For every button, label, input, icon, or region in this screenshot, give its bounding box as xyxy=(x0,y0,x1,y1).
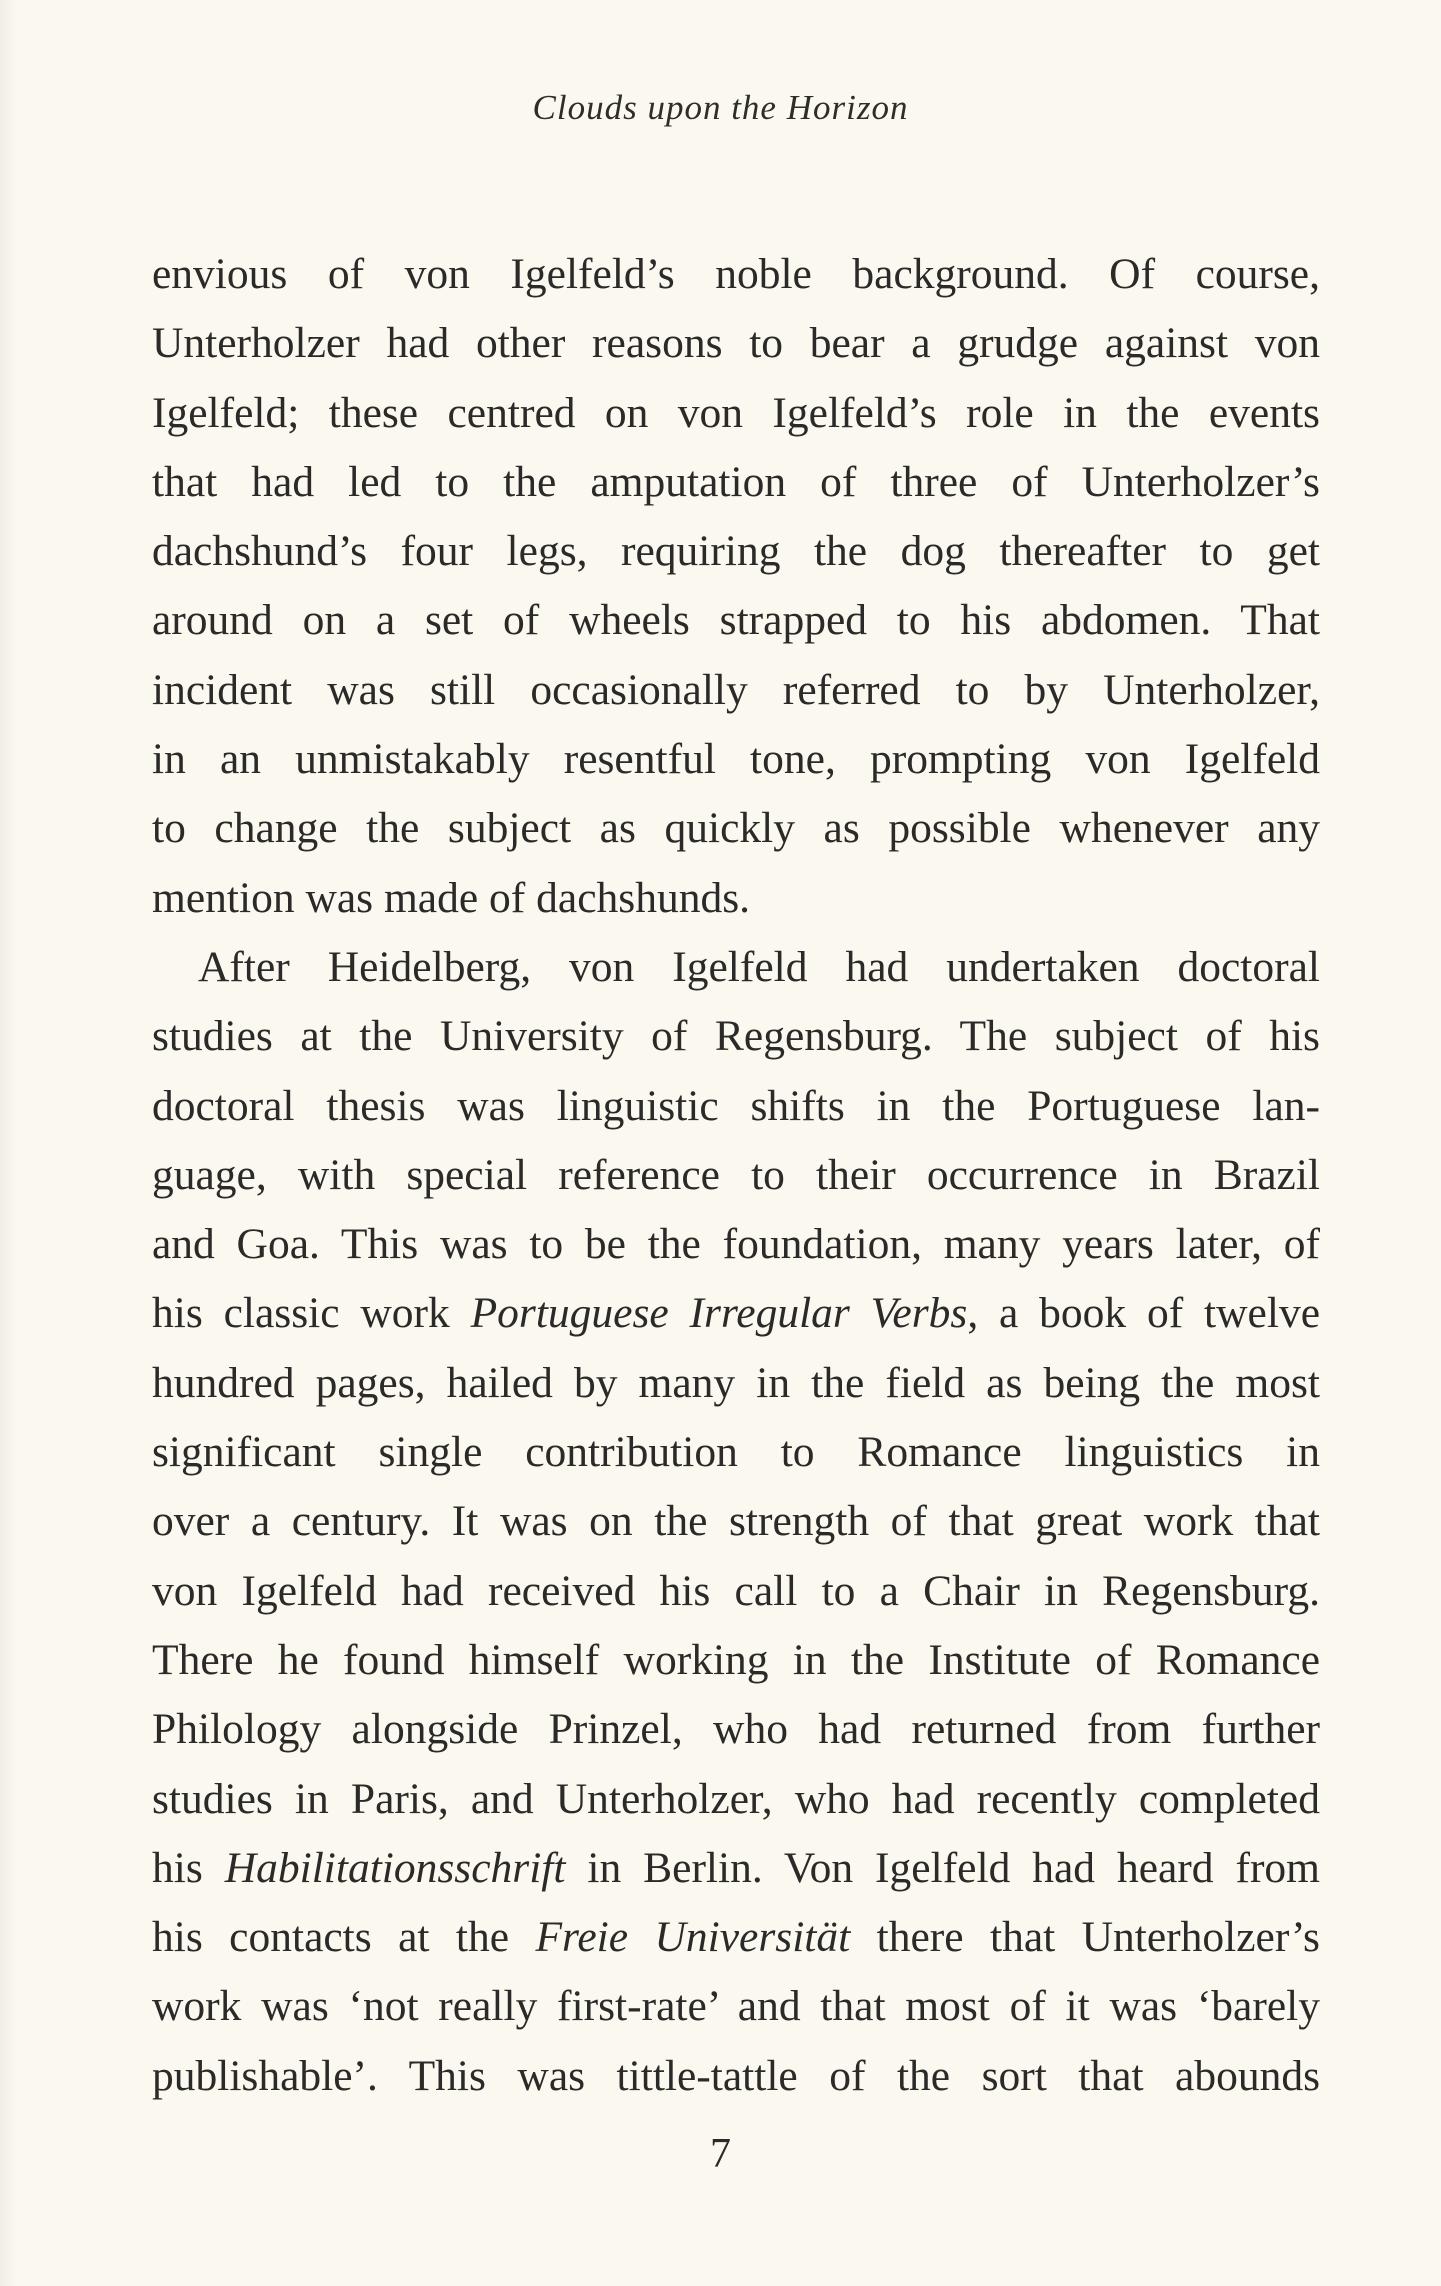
running-head: Clouds upon the Horizon xyxy=(532,88,909,127)
text-line: and Goa. This was to be the foundation, many years later, of xyxy=(152,1220,1320,1269)
text-line: envious of von Igelfeld’s noble background. Of course, xyxy=(152,250,1320,298)
text-line: Philology alongside Prinzel, who had returned from further xyxy=(152,1705,1320,1754)
text-run: in Berlin. Von Igelfeld had heard from xyxy=(565,1843,1321,1892)
text-line: studies in Paris, and Unterholzer, who had recently completed xyxy=(152,1774,1320,1823)
text-line: incident was still occasionally referred to by Unterholzer, xyxy=(152,665,1320,714)
text-run: there that Unterholzer’s xyxy=(850,1913,1320,1962)
page-gutter-shadow xyxy=(0,0,18,2286)
page-number: 7 xyxy=(710,2131,731,2177)
text-line-with-italic-term xyxy=(152,1903,1320,1972)
text-run: his contacts at the xyxy=(152,1913,536,1962)
text-line: von Igelfeld had received his call to a Chair in Regensburg. xyxy=(152,1566,1320,1615)
paragraph-end-line: mention was made of dachshunds. xyxy=(152,873,750,922)
paragraph-start-line: After Heidelberg, von Igelfeld had undertaken doctoral xyxy=(198,942,1320,991)
italic-term: Habilitationsschrift xyxy=(224,1843,566,1892)
text-line: around on a set of wheels strapped to his abdomen. That xyxy=(152,596,1320,645)
text-line: doctoral thesis was linguistic shifts in the Portuguese lan- xyxy=(152,1081,1320,1130)
italic-term: Freie Universität xyxy=(535,1913,851,1962)
text-run: , a book of twelve xyxy=(967,1289,1321,1338)
text-line: work was ‘not really first-rate’ and that most of it was ‘barely xyxy=(152,1982,1320,2031)
text-line: Unterholzer had other reasons to bear a grudge against von xyxy=(152,319,1320,368)
text-line: significant single contribution to Romance linguistics in xyxy=(152,1428,1320,1477)
text-run: his classic work xyxy=(152,1289,471,1338)
text-line-with-italic-term xyxy=(152,1834,1320,1903)
text-line: over a century. It was on the strength of that great work that xyxy=(152,1497,1320,1546)
text-line: that had led to the amputation of three of Unterholzer’s xyxy=(152,457,1320,506)
text-line: dachshund’s four legs, requiring the dog thereafter to get xyxy=(152,527,1320,576)
text-line: guage, with special reference to their occurrence in Brazil xyxy=(152,1150,1320,1199)
text-line: There he found himself working in the Institute of Romance xyxy=(152,1635,1320,1684)
text-line: to change the subject as quickly as possible whenever any xyxy=(152,804,1320,853)
text-line: publishable’. This was tittle-tattle of the sort that abounds xyxy=(152,2051,1320,2100)
text-line: in an unmistakably resentful tone, prompting von Igelfeld xyxy=(152,735,1320,784)
book-title-italic: Portuguese Irregular Verbs xyxy=(470,1289,968,1338)
text-run: his xyxy=(152,1843,225,1892)
body-text xyxy=(152,240,1320,2111)
text-line: Igelfeld; these centred on von Igelfeld’s role in the events xyxy=(152,388,1320,437)
text-line: hundred pages, hailed by many in the field as being the most xyxy=(152,1358,1320,1407)
text-line: studies at the University of Regensburg. The subject of his xyxy=(152,1012,1320,1061)
text-line-with-book-title xyxy=(152,1279,1320,1348)
